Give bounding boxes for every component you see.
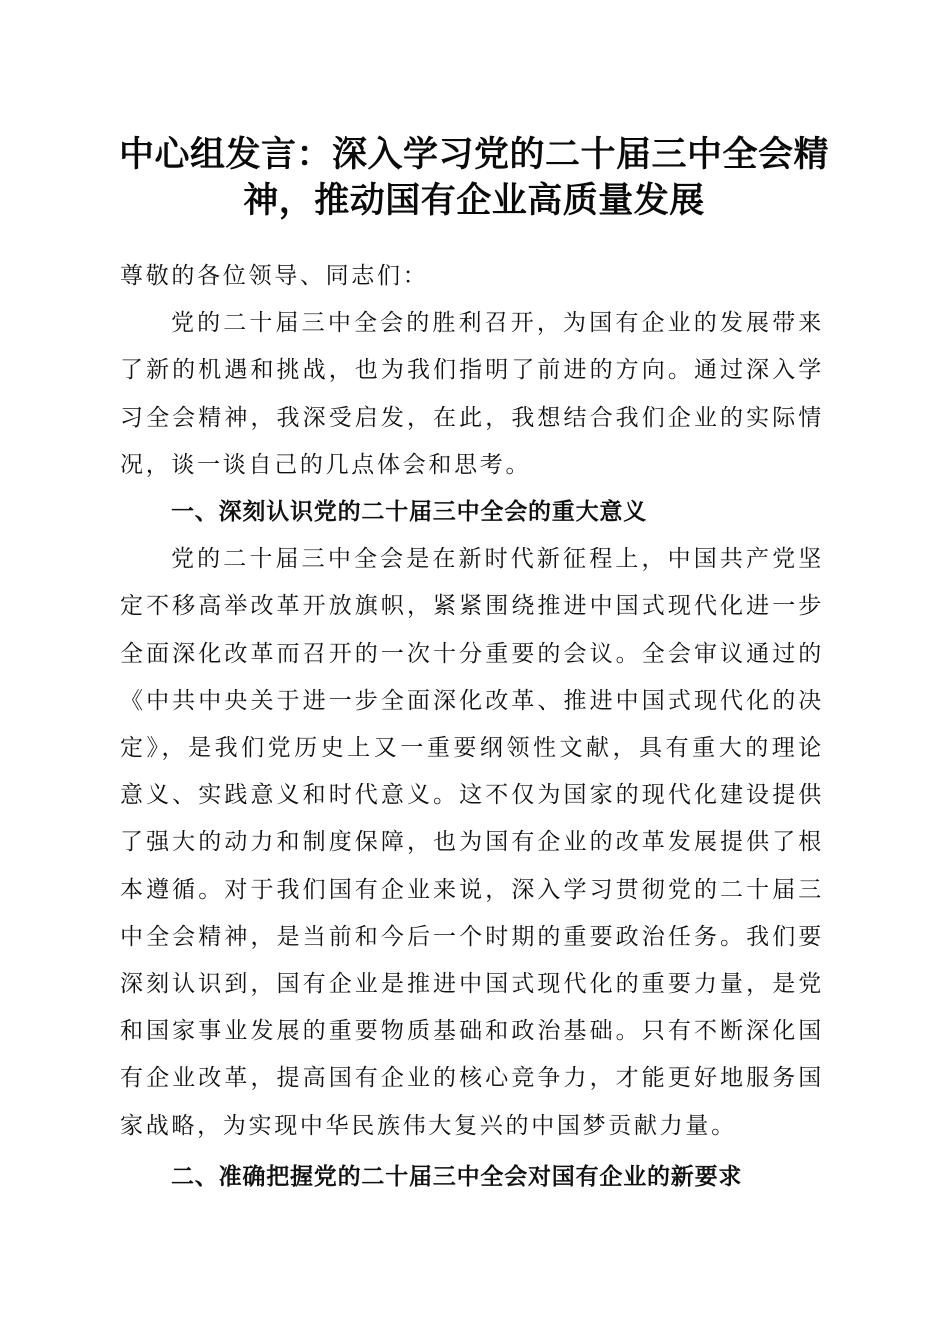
salutation: 尊敬的各位领导、同志们： [120, 263, 429, 289]
section-paragraph-1: 党的二十届三中全会是在新时代新征程上，中国共产党坚定不移高举改革开放旗帜，紧紧围绕推进中国式现代化进一步全面深化改革而召开的一次十分重要的会议。全会审议通过的《中共中央关于进一步全面深化改革、推进中国式现代化的决定》，是我们党历史上又一重要纲领性文献，具有重大的理论意义、实践意义和时代意义。这不仅为国家的现代化建设提供了强大的动力和制度保障，也为国有企业的改革发展提供了根本遵循。对于我们国有企业来说，深入学习贯彻党的二十届三中全会精神，是当前和今后一个时期的重要政治任务。我们要深刻认识到，国有企业是推进中国式现代化的重要力量，是党和国家事业发展的重要物质基础和政治基础。只有不断深化国有企业改革，提高国有企业的核心竞争力，才能更好地服务国家战略，为实现中华民族伟大复兴的中国梦贡献力量。 [120, 546, 824, 1139]
document-body [120, 253, 824, 1201]
intro-paragraph: 党的二十届三中全会的胜利召开，为国有企业的发展带来了新的机遇和挑战，也为我们指明了前进的方向。通过深入学习全会精神，我深受启发，在此，我想结合我们企业的实际情况，谈一谈自己的几点体会和思考。 [120, 310, 824, 478]
section-heading-2: 二、准确把握党的二十届三中全会对国有企业的新要求 [171, 1163, 743, 1190]
document-title: 中心组发言：深入学习党的二十届三中全会精神，推动国有企业高质量发展 [118, 134, 829, 221]
section-heading-1: 一、深刻认识党的二十届三中全会的重大意义 [171, 499, 647, 526]
